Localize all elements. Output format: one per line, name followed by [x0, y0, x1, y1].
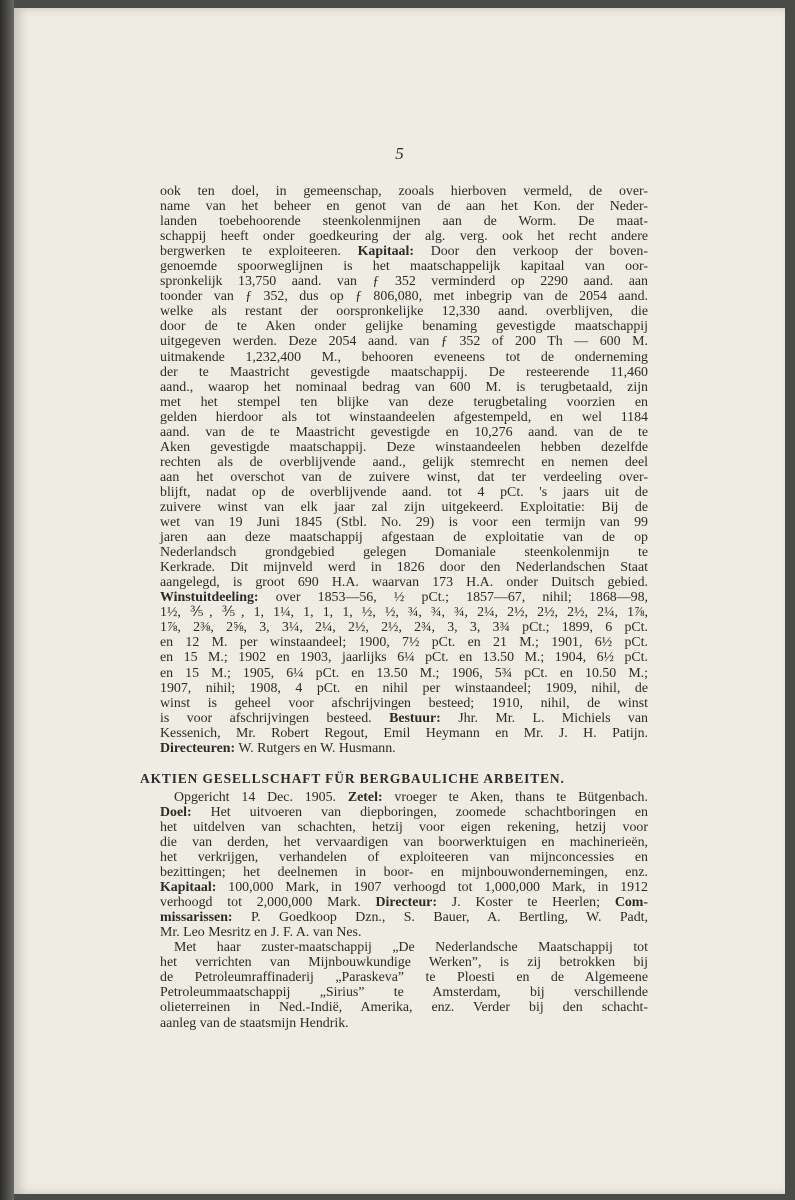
text-line: Kessenich, Mr. Robert Regout, Emil Heymann en Mr. J. H. Patijn.	[160, 725, 648, 741]
text-line: aanleg van de staatsmijn Hendrik.	[160, 1015, 349, 1031]
text-line: Mr. Leo Mesritz en J. F. A. van Nes.	[160, 925, 362, 941]
text-line: 1907, nihil; 1908, 4 pCt. en nihil per winstaandeel; 1909, nihil, de	[160, 680, 648, 696]
text-line: toonder van ƒ 352, dus op ƒ 806,080, met inbegrip van de 2054 aand.	[160, 289, 648, 305]
text-line: der te Maastricht gevestigde maatschappij. De resteerende 11,460	[160, 364, 648, 380]
book-page	[14, 8, 785, 1194]
text-line: die van derden, het vervaardigen van boorwerktuigen en machinerieën,	[160, 834, 648, 850]
text-line: winst is geheel voor afschrijvingen besteed; 1910, nihil, de winst	[160, 695, 648, 711]
text-line: de Petroleumraffinaderij „Paraskeva” te Ploesti en de Algemeene	[160, 970, 648, 986]
text-line: wet van 19 Juni 1845 (Stbl. No. 29) is voor een termijn van 99	[160, 515, 648, 531]
text-line: Opgericht 14 Dec. 1905. Zetel: vroeger te Aken, thans te Bütgenbach.	[174, 789, 648, 805]
text-line: door de te Aken onder gelijke benaming gevestigde maatschappij	[160, 319, 648, 335]
text-line: is voor afschrijvingen besteed. Bestuur: Jhr. Mr. L. Michiels van	[160, 710, 648, 726]
text-line: schappij heeft onder goedkeuring der alg. verg. ook het recht andere	[160, 229, 648, 245]
text-line: aand., waarop het nominaal bedrag van 600 M. is terugbetaald, zijn	[160, 379, 648, 395]
text-line: uitgegeven werden. Deze 2054 aand. van ƒ 352 of 200 Th — 600 M.	[160, 334, 648, 350]
text-line: het uitdelven van schachten, hetzij voor eigen rekening, hetzij voor	[160, 819, 648, 835]
text-line: het verkrijgen, verhandelen of exploiteeren van mijnconcessies en	[160, 850, 648, 866]
text-line: Directeuren: W. Rutgers en W. Husmann.	[160, 740, 396, 756]
paragraph-zuster-maatschappij	[160, 940, 648, 1030]
paragraph-maatschappij	[160, 184, 648, 756]
text-line: Met haar zuster-maatschappij „De Nederlandsche Maatschappij tot	[174, 940, 648, 956]
book-spine	[0, 0, 14, 1200]
text-line: name van het beheer en genot van de aan het Kon. der Neder-	[160, 199, 648, 215]
text-line: bergwerken te exploiteeren. Kapitaal: Door den verkoop der boven-	[160, 244, 649, 260]
text-line: jaren aan deze maatschappij afgestaan de exploitatie van de op	[160, 530, 648, 546]
text-line: met het stempel ten blijke van deze terugbetaling voorzien en	[160, 394, 648, 410]
text-line: Doel: Het uitvoeren van diepboringen, zoomede schachtboringen en	[160, 804, 648, 820]
text-line: uitmakende 1,232,400 M., behooren eveneens tot de onderneming	[160, 349, 648, 365]
text-line: bezittingen; het deelnemen in boor- en mijnbouwondernemingen, enz.	[160, 865, 648, 881]
text-line: spronkelijk 13,750 aand. van ƒ 352 verminderd op 2290 aand. aan	[160, 274, 648, 290]
text-line: 1½, ⅗, ⅗, 1, 1¼, 1, 1, 1, ½, ½, ¾, ¾, ¾, 2¼, 2½, 2½, 2½, 2¼, 1⅞,	[160, 605, 648, 621]
page-body	[140, 184, 649, 1031]
text-line: welke als restant der oorspronkelijke 12,330 aand. overblijven, die	[160, 304, 648, 320]
paragraph-aktien-gesellschaft	[160, 790, 648, 940]
text-line: en 15 M.; 1902 en 1903, jaarlijks 6¼ pCt. en 13.50 M.; 1904, 6½ pCt.	[160, 650, 648, 666]
text-line: verhoogd tot 2,000,000 Mark. Directeur: J. Koster te Heerlen; Com-	[160, 895, 648, 911]
text-line: ook ten doel, in gemeenschap, zooals hierboven vermeld, de over-	[160, 184, 648, 199]
text-line: landen toebehoorende steenkolenmijnen aan de Worm. De maat-	[160, 214, 648, 230]
text-line: het verrichten van Mijnbouwkundige Werken”, is zij betrokken bij	[160, 955, 648, 971]
text-line: en 12 M. per winstaandeel; 1900, 7½ pCt. en 21 M.; 1901, 6½ pCt.	[160, 635, 648, 651]
text-line: Kerkrade. Dit mijnveld werd in 1826 door den Nederlandschen Staat	[160, 560, 648, 576]
text-line: 1⅞, 2⅜, 2⅝, 3, 3¼, 2¼, 2½, 2½, 2¾, 3, 3, 3¾ pCt.; 1899, 6 pCt.	[160, 620, 648, 636]
text-line: en 15 M.; 1905, 6¼ pCt. en 13.50 M.; 1906, 5¾ pCt. en 10.50 M.;	[160, 665, 648, 681]
text-line: olieterreinen in Ned.-Indië, Amerika, enz. Verder bij den schacht-	[160, 1000, 648, 1016]
text-line: missarissen: P. Goedkoop Dzn., S. Bauer, A. Bertling, W. Padt,	[160, 910, 648, 926]
text-line: gelden hierdoor als tot winstaandeelen afgestempeld, en wel 1184	[160, 409, 648, 425]
text-line: Kapitaal: 100,000 Mark, in 1907 verhoogd tot 1,000,000 Mark, in 1912	[160, 880, 648, 896]
page-number: 5	[395, 144, 404, 163]
text-line: Aken gevestigde maatschappij. Deze winstaandeelen hebben dezelfde	[160, 439, 648, 455]
text-line: genoemde spoorweglijnen is het maatschappelijk kapitaal van oor-	[160, 259, 648, 275]
text-line: rechten als de overblijvende aand., gelijk stemrecht en nemen deel	[160, 454, 648, 470]
text-line: blijft, nadat op de overblijvende aand. tot 4 pCt. 's jaars uit de	[160, 484, 648, 500]
text-line: aand. van de te Maastricht gevestigde en 10,276 aand. van de te	[160, 424, 648, 440]
text-line: aangelegd, is groot 690 H.A. waarvan 173 H.A. onder Duitsch gebied.	[160, 575, 648, 591]
text-line: aan het overschot van de zuivere winst, dat ter verdeeling over-	[160, 469, 648, 485]
text-line: Nederlandsch grondgebied gelegen Domaniale steenkolenmijn te	[160, 545, 648, 561]
text-line: Winstuitdeeling: over 1853—56, ½ pCt.; 1857—67, nihil; 1868—98,	[160, 590, 648, 606]
text-line: Petroleummaatschappij „Sirius” te Amsterdam, bij verschillende	[160, 985, 648, 1001]
text-line: zuivere winst van elk jaar zal zijn uitgekeerd. Exploitatie: Bij de	[160, 499, 648, 515]
section-heading: AKTIEN GESELLSCHAFT FÜR BERGBAULICHE ARBEITEN.	[140, 770, 565, 786]
